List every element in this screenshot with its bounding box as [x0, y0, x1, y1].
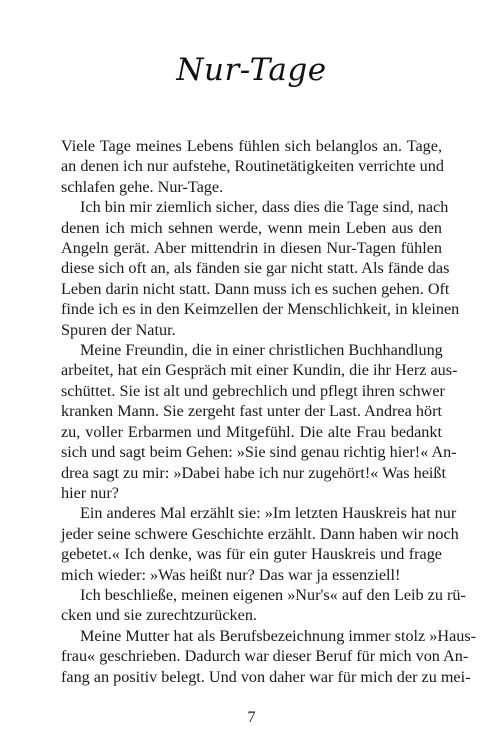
text-line: Leben darin nicht statt. Dann muss ich es suchen gehen. Oft: [61, 279, 450, 298]
text-line: finde ich es in den Keimzellen der Menschlichkeit, in kleinen: [61, 300, 460, 319]
text-line: Meine Freundin, die in einer christlichen Buchhandlung: [80, 341, 443, 360]
text-line: denen ich mich sehnen werde, wenn mein Leben aus den: [61, 218, 442, 237]
text-line: gebetet.« Ich denke, was für ein guter Hauskreis und frage: [61, 545, 442, 564]
text-line: Ein anderes Mal erzählt sie: »Im letzten Hauskreis hat nur: [80, 504, 457, 523]
body-text: [61, 136, 477, 687]
page-number: 7: [247, 709, 256, 726]
text-line: drea sagt zu mir: »Dabei habe ich nur zugehört!« Was heißt: [61, 463, 446, 482]
text-line: fang an positiv belegt. Und von daher war für mich der zu mei-: [61, 667, 471, 686]
text-line: kranken Mann. Sie zergeht fast unter der Last. Andrea hört: [61, 402, 442, 421]
text-line: mich wieder: »Was heißt nur? Das war ja essenziell!: [61, 565, 401, 584]
text-line: schlafen gehe. Nur-Tage.: [61, 177, 224, 196]
text-line: Angeln gerät. Aber mittendrin in diesen Nur-Tagen fühlen: [61, 239, 442, 258]
text-line: cken und sie zurechtzurücken.: [61, 606, 257, 625]
text-line: frau« geschrieben. Dadurch war dieser Beruf für mich von An-: [61, 647, 469, 666]
chapter-title: Nur-Tage: [176, 52, 327, 88]
text-line: diese sich oft an, als fänden sie gar nicht statt. Als fände das: [61, 259, 450, 278]
text-line: arbeitet, hat ein Gespräch mit einer Kundin, die ihr Herz aus-: [61, 361, 458, 380]
text-line: Meine Mutter hat als Berufsbezeichnung immer stolz »Haus-: [80, 626, 477, 645]
text-line: an denen ich nur aufstehe, Routinetätigkeiten verrichte und: [61, 157, 444, 176]
text-line: Viele Tage meines Lebens fühlen sich belanglos an. Tage,: [61, 137, 442, 155]
text-line: sich und sagt beim Gehen: »Sie sind genau richtig hier!« An-: [61, 443, 457, 462]
text-line: Ich beschließe, meinen eigenen »Nur's« auf den Leib zu rü-: [80, 585, 466, 604]
text-line: Ich bin mir ziemlich sicher, dass dies die Tage sind, nach: [80, 198, 449, 217]
text-line: schüttet. Sie ist alt und gebrechlich und pflegt ihren schwer: [61, 381, 445, 400]
text-line: hier nur?: [61, 483, 119, 502]
text-line: Spuren der Natur.: [61, 320, 176, 339]
text-line: zu, voller Erbarmen und Mitgefühl. Die alte Frau bedankt: [61, 422, 442, 441]
text-line: jeder seine schwere Geschichte erzählt. Dann haben wir noch: [61, 524, 459, 543]
